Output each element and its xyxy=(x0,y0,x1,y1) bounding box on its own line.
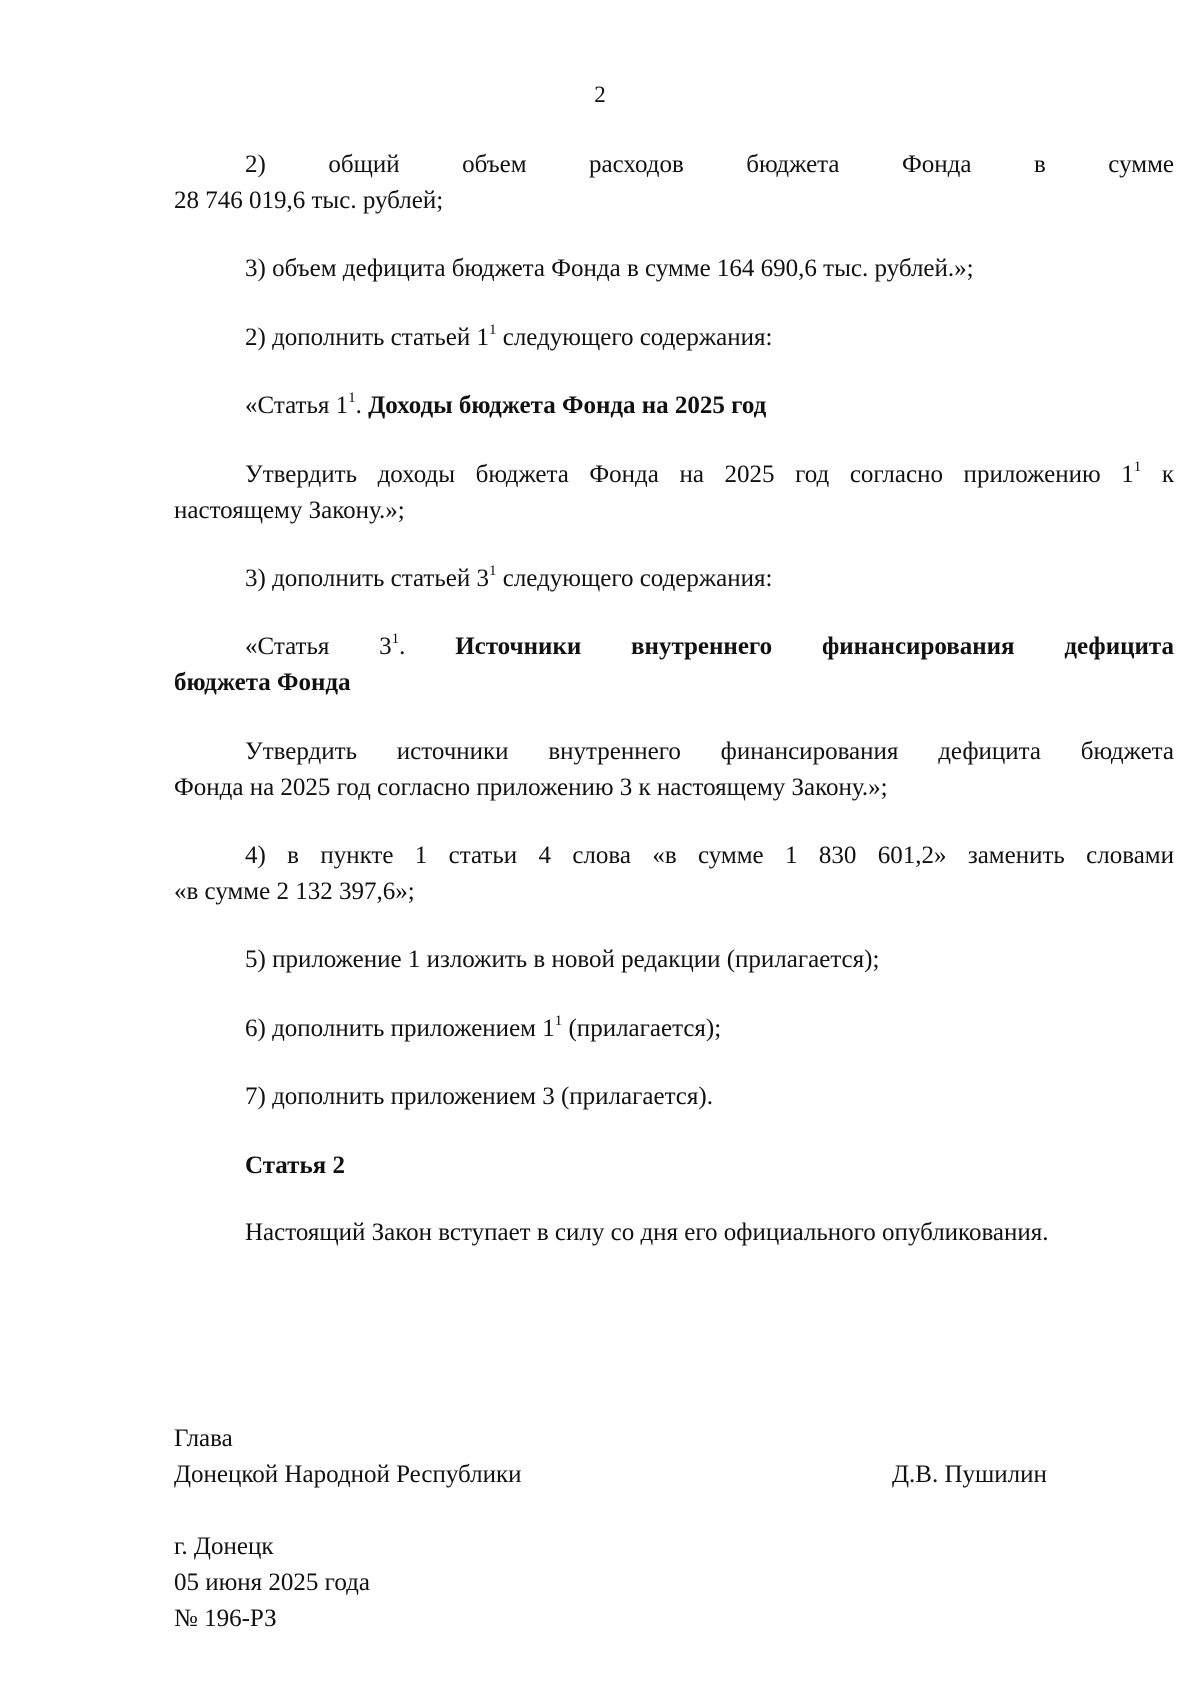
footer-law-number: № 196-РЗ xyxy=(174,1605,277,1632)
article-2-text: Настоящий Закон вступает в силу со дня его официального опубликования. xyxy=(245,1219,1049,1246)
paragraph-approve-sources-line1: Утвердить источники внутреннего финансирования дефицита бюджета xyxy=(245,738,1174,765)
footer-city: г. Донецк xyxy=(174,1533,274,1560)
signature-title-line1: Глава xyxy=(174,1425,233,1452)
paragraph-add-appendix-1-1: 6) дополнить приложением $1^1$ (прилагается); xyxy=(245,1013,722,1042)
page-number: 2 xyxy=(594,82,606,107)
article-3-1-heading-line1: «Статья $3^1$. Источники внутреннего финансирования дефицита xyxy=(245,631,1174,660)
article-1-1-title: Доходы бюджета Фонда на 2025 год xyxy=(368,392,767,419)
paragraph-deficit: 3) объем дефицита бюджета Фонда в сумме 164 690,6 тыс. рублей.»; xyxy=(245,255,974,282)
paragraph-add-article-1-1: 2) дополнить статьей $1^1$ следующего содержания: xyxy=(245,322,773,351)
article-2-heading: Статья 2 xyxy=(245,1152,345,1179)
signature-title-line2: Донецкой Народной Республики xyxy=(174,1461,522,1488)
paragraph-appendix-1: 5) приложение 1 изложить в новой редакции (прилагается); xyxy=(245,946,880,973)
paragraph-approve-revenue-line1: Утвердить доходы бюджета Фонда на 2025 год согласно приложению $1^1$ к xyxy=(245,459,1174,488)
paragraph-add-appendix-3: 7) дополнить приложением 3 (прилагается). xyxy=(245,1083,713,1110)
paragraph-approve-revenue-line2: настоящему Закону.»; xyxy=(174,497,405,524)
article-1-1-heading: «Статья $1^1$. Доходы бюджета Фонда на 2025 год xyxy=(245,390,767,419)
paragraph-replace-sum-line2: «в сумме 2 132 397,6»; xyxy=(174,878,415,905)
paragraph-expenses-line1: 2) общий объем расходов бюджета Фонда в сумме xyxy=(245,151,1174,178)
footer-date: 05 июня 2025 года xyxy=(174,1569,370,1596)
paragraph-add-article-3-1: 3) дополнить статьей $3^1$ следующего содержания: xyxy=(245,563,773,592)
signature-name: Д.В. Пушилин xyxy=(892,1461,1047,1488)
article-3-1-heading-line2: бюджета Фонда xyxy=(174,669,351,696)
paragraph-expenses-line2: 28 746 019,6 тыс. рублей; xyxy=(174,187,444,214)
paragraph-replace-sum-line1: 4) в пункте 1 статьи 4 слова «в сумме 1 830 601,2» заменить словами xyxy=(245,842,1174,869)
paragraph-approve-sources-line2: Фонда на 2025 год согласно приложению 3 к настоящему Закону.»; xyxy=(174,774,888,801)
